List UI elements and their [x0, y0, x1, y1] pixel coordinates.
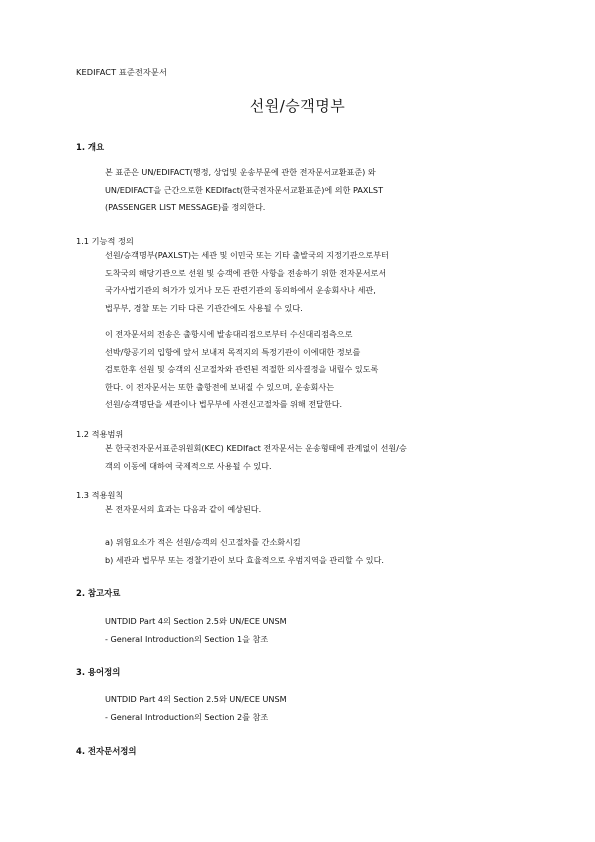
section-1-body — [105, 164, 525, 217]
section-4-heading: 4. 전자문서정의 — [76, 746, 137, 756]
text-line: 선박/항공기의 입항에 앞서 보내져 목적지의 특정기관이 이에대한 정보를 — [105, 346, 361, 357]
list-item: a) 위험요소가 적은 선원/승객의 신고절차를 간소화시킴 — [105, 537, 301, 547]
section-1-3-intro: 본 전자문서의 효과는 다음과 같이 예상된다. — [105, 504, 262, 514]
text-line: (PASSENGER LIST MESSAGE)를 정의한다. — [105, 202, 266, 213]
text-line: UNTDID Part 4의 Section 2.5와 UN/ECE UNSM — [105, 616, 287, 626]
section-1-1-heading: 1.1 기능적 정의 — [76, 236, 134, 246]
text-line: 도착국의 해당기관으로 선원 및 승객에 관한 사항을 전송하기 위한 전자문서로서 — [105, 267, 387, 278]
text-line: - General Introduction의 Section 1을 참조 — [105, 633, 269, 644]
text-line: 검토한후 선원 및 승객의 신고절차와 관련된 적절한 의사결정을 내릴수 있도록 — [105, 364, 379, 375]
text-line: 이 전자문서의 전송은 출항시에 발송대리점으로부터 수신대리점측으로 — [105, 329, 353, 339]
text-line: - General Introduction의 Section 2를 참조 — [105, 711, 269, 722]
section-2-body — [105, 613, 525, 648]
text-line: UN/EDIFACT을 근간으로한 KEDIfact(한국전자문서교환표준)에 의한 PAXLST — [105, 184, 384, 195]
text-line: 법무부, 경찰 또는 기타 다른 기관간에도 사용될 수 있다. — [105, 302, 303, 313]
text-line: 본 표준은 UN/EDIFACT(행정, 상업및 운송부문에 관한 전자문서교환표준) 와 — [105, 167, 376, 177]
section-3-body — [105, 691, 525, 726]
text-line: 국가사법기관의 허가가 있거나 모든 관련기관의 동의하에서 운송회사나 세관, — [105, 285, 376, 296]
text-line: UNTDID Part 4의 Section 2.5와 UN/ECE UNSM — [105, 694, 287, 704]
section-1-1-para-2 — [105, 326, 525, 414]
running-header: KEDIFACT 표준전자문서 — [76, 67, 167, 77]
section-2-heading: 2. 참고자료 — [76, 588, 121, 598]
section-1-2-body — [105, 440, 525, 475]
list-item: b) 세관과 법무부 또는 경찰기관이 보다 효율적으로 우범지역을 관리할 수 있다. — [105, 554, 384, 565]
document-title: 선원/승객명부 — [249, 97, 346, 115]
section-3-heading: 3. 용어정의 — [76, 667, 121, 677]
section-1-1-para-1 — [105, 247, 525, 317]
text-line: 한다. 이 전자문서는 또한 출항전에 보내질 수 있으며, 운송회사는 — [105, 381, 335, 392]
section-1-3-list — [105, 534, 525, 569]
section-1-3-heading: 1.3 적용원칙 — [76, 490, 124, 500]
text-line: 객의 이동에 대하여 국제적으로 사용될 수 있다. — [105, 460, 272, 471]
section-1-2-heading: 1.2 적용범위 — [76, 429, 124, 439]
text-line: 선원/승객명단을 세관이나 법무부에 사전신고절차를 위해 전달한다. — [105, 399, 343, 410]
text-line: 본 한국전자문서표준위원회(KEC) KEDIfact 전자문서는 운송형태에 관계없이 선원/승 — [105, 443, 407, 453]
text-line: 선원/승객명부(PAXLST)는 세관 및 이민국 또는 기타 출발국의 지정기관으로부터 — [105, 250, 389, 260]
section-1-heading: 1. 개요 — [76, 142, 105, 152]
